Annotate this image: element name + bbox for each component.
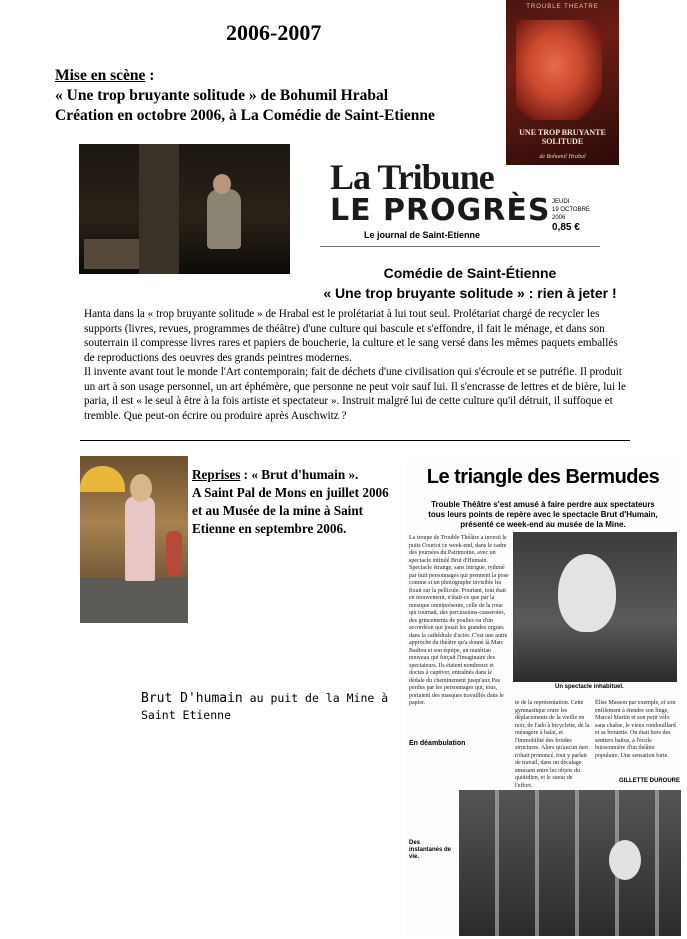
- production-intro: [55, 66, 435, 126]
- press-clipping: [405, 460, 681, 936]
- reprises-title-line: [192, 466, 398, 484]
- newspaper-price: 0,85 €: [552, 222, 580, 233]
- photo-actor-head: [213, 174, 231, 194]
- newspaper-name-bottom: LE PROGRÈS: [330, 193, 551, 228]
- caption-line-2: Saint Etienne: [141, 708, 232, 722]
- photo-wall: [139, 144, 179, 274]
- clipping-column-2: te de la représentation. Cette gymnastique entre les déplacements de la vieille en noir, de l'ado à bicyclette, de la ménagère à balai, et l'immobilité des froides structures. Alors qu'aucun mot n'était prononcé, tout y parlait de travail, dans un décalage amusant entre les objets du quotidien, et le sueur de l'effort.: [515, 700, 590, 789]
- mise-en-scene-label: Mise en scène: [55, 67, 146, 84]
- photo-bench: [84, 239, 139, 269]
- clipping-mask-photo: [513, 532, 677, 682]
- photo-performer-body: [125, 496, 155, 581]
- stage-photo: [79, 144, 290, 274]
- poster-author: de Bohumil Hrabal: [539, 154, 586, 160]
- clipping-lead: Trouble Théâtre s'est amusé à faire perdre aux spectateurs tous leurs points de repère avec le spectacle Brut d'Humain, présenté ce week-end au musée de la Mine.: [428, 500, 658, 529]
- play-poster: [506, 0, 619, 165]
- review-article: [84, 307, 629, 423]
- clipping-title: Le triangle des Bermudes: [426, 466, 660, 488]
- poster-artwork: [516, 20, 602, 120]
- reprises-line-3: et au Musée de la mine à Saint: [192, 503, 364, 518]
- street-performance-photo: [80, 456, 188, 623]
- newspaper-name-top: La Tribune: [330, 157, 494, 197]
- poster-company: TROUBLE THEATRE: [526, 4, 599, 10]
- caption-title: Brut D'humain: [141, 691, 243, 706]
- caption-rest: au puit de la Mine à: [242, 691, 389, 705]
- creation-line: Création en octobre 2006, à La Comédie de Saint-Etienne: [55, 107, 435, 124]
- clipping-column-1: La troupe de Trouble Théâtre a investi le puits Couriot ce week-end, dans le cadre des journées du Patrimoine, avec un spectacle intitulé Brut d'Humain. Spectacle étrange, sans intrigue, rythmé par huit personnages qui prennent la pose comme si un photographe invisible les fixait sur la pellicule. Pourtant, tout était en mouvement, n'était-ce que par la musique omniprésente, celle de la roue qui tournait, des percussions-casseroles, des grincements de poulies ou d'un accordéon qui jouait les grandes orgues dans la cathédrale d'acier. C'est une autre approche du théâtre qu'a donné là Marc Badiou et son équipe, un matériau nouveau qui forçait l'imaginaire des spectateurs. Ils étaient nombreux et doctes à captiver, entraînés dans le dédale du cheminement jusqu'aux Pas perdus par les personnages qui, tous, portaient des masques travaillés dans le papier.: [409, 535, 509, 706]
- masthead-divider: [320, 246, 600, 247]
- headline-line-2: « Une trop bruyante solitude » : rien à jeter !: [323, 285, 617, 301]
- clipping-photo-caption: Un spectacle inhabituel.: [555, 684, 624, 690]
- article-paragraph: Il invente avant tout le monde l'Art contemporain; fait de déchets d'une civilisation qui s'écroule et se putréfie. Il produit un art à son usage personnel, un art éphémère, que personne ne peut voir sauf lui. Il s'encrasse de lettres et de bière, lui le paria, il est « le seul à être à la fois artiste et spectateur ». Instruit malgré lui de cette culture qu'il détruit, il suffoque et tremble. Que peut-on écrire ou produire après Auschwitz ?: [84, 366, 626, 422]
- newspaper-headline: [320, 263, 620, 303]
- reprises-line-4: Etienne en septembre 2006.: [192, 521, 347, 536]
- newspaper-day: JEUDI: [552, 199, 570, 205]
- photo-actor-body: [207, 189, 241, 249]
- season-title: 2006-2007: [226, 20, 322, 45]
- clipping-column-3: Élise Masson par exemple, et son enfilement à étendre son linge, Marcel Martin et son petit vélo sans chaîne, le vieux rondouillard et sa brouette. On était hors des sentiers battus, à l'école buissonnière d'un théâtre populaire. Une sensation forte.: [595, 700, 676, 759]
- newspaper-date-value: 19 OCTOBRE 2006: [552, 207, 590, 221]
- reprises-block: [192, 466, 398, 538]
- clipping-subhead: En déambulation: [409, 740, 466, 747]
- poster-title: UNE TROP BRUYANTE SOLITUDE: [519, 128, 606, 146]
- newspaper-subtitle: Le journal de Saint-Etienne: [364, 230, 481, 240]
- clipping-window-photo: [459, 790, 681, 936]
- reprises-title: : « Brut d'humain ».: [240, 467, 359, 482]
- clipping-signature: GILLETTE DUROURE: [619, 778, 680, 784]
- mask-face: [558, 554, 616, 632]
- caption-line-1: [141, 690, 388, 707]
- reprises-line-2: A Saint Pal de Mons en juillet 2006: [192, 485, 389, 500]
- photo-child: [166, 531, 182, 576]
- window-bars: [459, 790, 681, 936]
- window-mask-figure: [609, 840, 641, 880]
- photo-umbrella: [80, 466, 125, 492]
- mise-en-scene-suffix: :: [145, 67, 155, 84]
- photo-performer-mask: [130, 474, 152, 502]
- mine-caption: [141, 690, 388, 724]
- reprises-label: Reprises: [192, 467, 241, 482]
- section-divider: [80, 440, 630, 441]
- photo-ground: [80, 578, 188, 623]
- newspaper-date: [552, 198, 600, 222]
- play-title-line: « Une trop bruyante solitude » de Bohumil Hrabal: [55, 87, 389, 104]
- mise-en-scene-line: [55, 66, 435, 86]
- article-paragraph: Hanta dans la « trop bruyante solitude » de Hrabal est le prolétariat à lui tout seul. Prolétariat chargé de recycler les supports (livres, revues, programmes de théâtre) d'une culture qui bascule et s'effondre, il fait le ménage, et dans son souterrain il compresse livres rares et papiers de boucherie, la culture et le sang versé dans les mêmes paquets emballés de reproductions des oeuvres des grands peintres modernes.: [84, 308, 618, 364]
- clipping-photo2-caption: Des instantanés de vie.: [409, 840, 452, 860]
- headline-line-1: Comédie de Saint-Étienne: [383, 265, 557, 281]
